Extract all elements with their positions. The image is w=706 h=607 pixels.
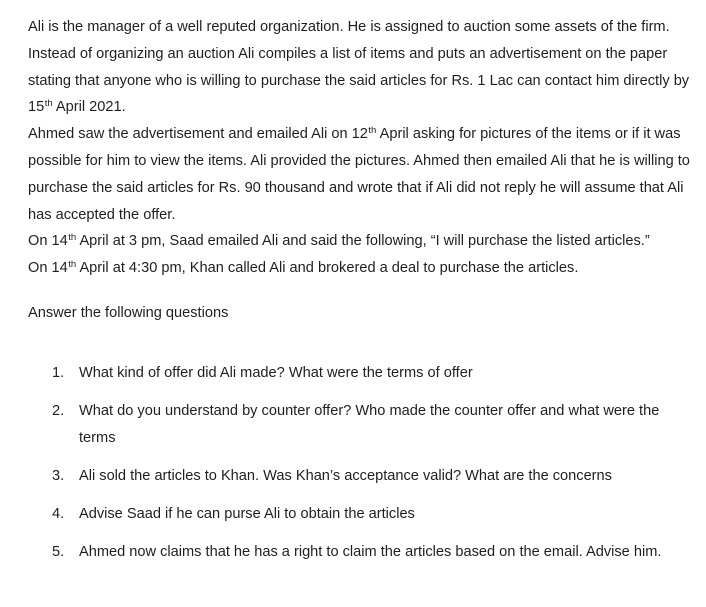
ordinal-suffix: th [68,232,77,244]
ordinal-suffix: th [368,125,377,137]
paragraph-1 [28,14,698,121]
paragraph-1-text: Ali is the manager of a well reputed organization. He is assigned to auction some assets of the firm. Instead of organizing an auction Ali compiles a list of items and puts an advertisement on the paper stating that anyone who is willing to purchase the said articles for Rs. 1 Lac can contact him directly by 15 [28,19,690,116]
ordinal-suffix: th [44,98,53,110]
document-body [28,14,698,577]
question-text: Advise Saad if he can purse Ali to obtain the articles [79,505,415,522]
paragraph-4-text-end: April at 4:30 pm, Khan called Ali and brokered a deal to purchase the articles. [76,260,579,277]
question-item [28,463,698,490]
paragraph-1-text-end: April 2021. [52,99,126,116]
paragraph-3 [28,228,698,255]
ordinal-suffix: th [68,259,77,271]
question-list [28,360,698,566]
paragraph-3-text: On 14 [28,233,68,250]
paragraph-2 [28,121,698,228]
question-item [28,539,698,566]
paragraph-4-text: On 14 [28,260,68,277]
paragraph-4 [28,255,698,282]
question-number: 3. [52,467,65,484]
question-number: 4. [52,505,65,522]
question-number: 1. [52,364,65,381]
paragraph-2-text: Ahmed saw the advertisement and emailed Ali on 12 [28,126,368,143]
question-number: 5. [52,543,65,560]
question-number: 2. [52,402,65,419]
question-text: What do you understand by counter offer? Who made the counter offer and what were the terms [79,402,660,446]
question-item [28,398,698,452]
case-scenario [28,14,698,282]
question-item [28,501,698,528]
answer-heading: Answer the following questions [28,304,229,321]
question-item [28,360,698,387]
question-text: Ali sold the articles to Khan. Was Khan’s acceptance valid? What are the concerns [79,467,612,484]
question-text: What kind of offer did Ali made? What were the terms of offer [79,364,473,381]
question-text: Ahmed now claims that he has a right to claim the articles based on the email. Advise him. [79,543,662,560]
paragraph-3-text-end: April at 3 pm, Saad emailed Ali and said the following, “I will purchase the listed articles.” [76,233,650,250]
paragraph-2-text-end: April asking for pictures of the items or if it was possible for him to view the items. Ali provided the pictures. Ahmed then emailed Ali that he is willing to purchase the said articles for Rs. 90 thousand and wrote that if Ali did not reply he will assume that Ali has accepted the offer. [28,126,690,223]
